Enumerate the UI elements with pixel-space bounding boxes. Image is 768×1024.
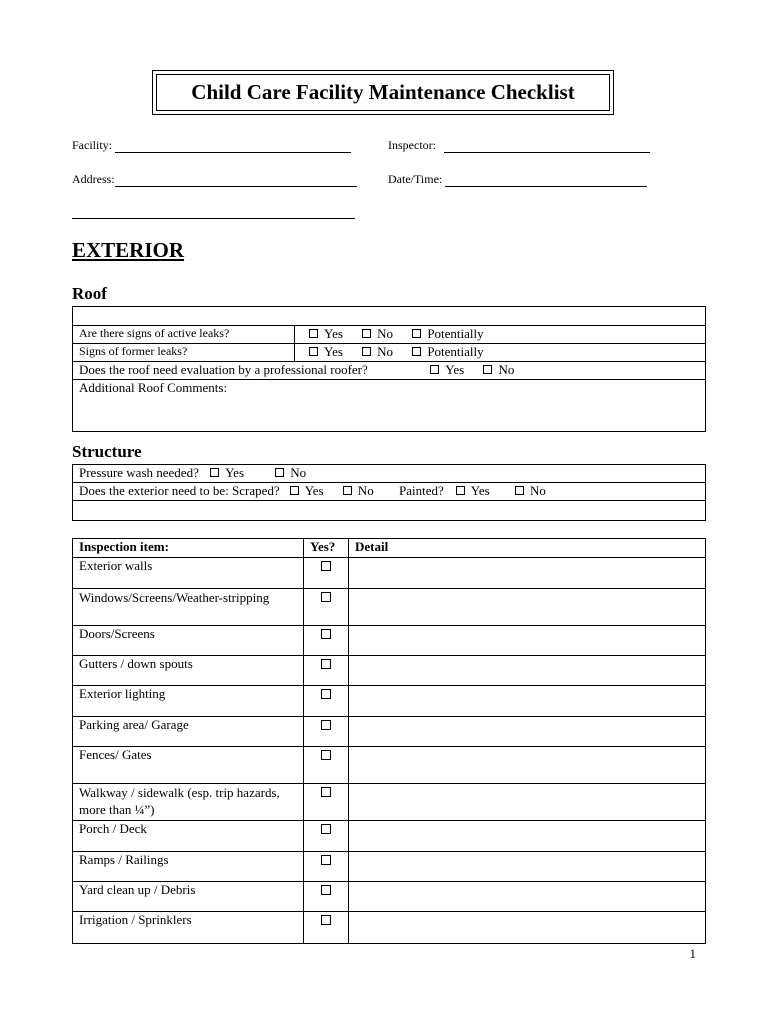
checkbox[interactable] xyxy=(321,855,331,865)
row-detail-cell[interactable] xyxy=(349,656,706,686)
checkbox[interactable] xyxy=(321,915,331,925)
row-item-label: Walkway / sidewalk (esp. trip hazards, more than ¼”) xyxy=(73,784,304,821)
row-detail-cell[interactable] xyxy=(349,686,706,717)
row-item-label: Porch / Deck xyxy=(73,821,304,852)
row-item-label: Yard clean up / Debris xyxy=(73,882,304,912)
checkbox[interactable] xyxy=(321,629,331,639)
roof-row-active-leaks xyxy=(73,326,706,344)
checkbox[interactable] xyxy=(483,365,492,374)
inspection-table xyxy=(72,538,706,944)
structure-heading: Structure xyxy=(72,442,142,461)
table-row xyxy=(73,589,706,626)
checkbox[interactable] xyxy=(412,329,421,338)
structure-row-pressure-wash xyxy=(73,465,706,483)
checkbox[interactable] xyxy=(321,787,331,797)
checkbox[interactable] xyxy=(321,824,331,834)
structure-q2-cell xyxy=(73,483,706,501)
table-row xyxy=(73,686,706,717)
checkbox[interactable] xyxy=(321,659,331,669)
datetime-label: Date/Time: xyxy=(388,172,443,186)
roof-q3-label: Does the roof need evaluation by a professional roofer? xyxy=(79,362,368,377)
inspector-label: Inspector: xyxy=(388,138,436,152)
structure-q1-cell xyxy=(73,465,706,483)
row-item-label: Exterior walls xyxy=(73,558,304,589)
structure-q1-label: Pressure wash needed? xyxy=(79,465,199,480)
row-detail-cell[interactable] xyxy=(349,589,706,626)
table-row xyxy=(73,852,706,882)
inspector-field[interactable] xyxy=(388,138,650,153)
roof-table xyxy=(72,306,706,432)
structure-blank-row xyxy=(73,501,706,521)
structure-table xyxy=(72,464,706,521)
table-row xyxy=(73,784,706,821)
option-label-potentially: Potentially xyxy=(427,326,484,341)
facility-field[interactable] xyxy=(72,138,351,153)
roof-comments-label: Additional Roof Comments: xyxy=(79,380,228,395)
table-row xyxy=(73,626,706,656)
row-detail-cell[interactable] xyxy=(349,882,706,912)
table-row xyxy=(73,821,706,852)
checkbox[interactable] xyxy=(309,329,318,338)
section-exterior-heading: EXTERIOR xyxy=(72,238,185,262)
option-label-no: No xyxy=(357,483,374,498)
option-label-yes: Yes xyxy=(225,465,245,480)
table-row xyxy=(73,747,706,784)
facility-label: Facility: xyxy=(72,138,112,152)
checkbox[interactable] xyxy=(290,486,299,495)
table-row xyxy=(73,558,706,589)
checkbox[interactable] xyxy=(321,561,331,571)
row-item-label: Doors/Screens xyxy=(73,626,304,656)
option-label-no: No xyxy=(377,326,394,341)
inspector-line[interactable] xyxy=(444,141,650,153)
row-item-label: Exterior lighting xyxy=(73,686,304,717)
checkbox[interactable] xyxy=(321,592,331,602)
row-item-label: Parking area/ Garage xyxy=(73,717,304,747)
table-row xyxy=(73,717,706,747)
checkbox[interactable] xyxy=(275,468,284,477)
option-label-yes: Yes xyxy=(324,326,343,341)
checkbox[interactable] xyxy=(309,347,318,356)
option-label-yes: Yes xyxy=(470,483,490,498)
checkbox[interactable] xyxy=(321,885,331,895)
roof-q2-options xyxy=(295,344,706,362)
structure-painted-label: Painted? xyxy=(399,483,444,498)
roof-blank-row xyxy=(73,307,706,326)
page-number: 1 xyxy=(689,946,696,961)
option-label-yes: Yes xyxy=(324,344,343,359)
checkbox[interactable] xyxy=(362,329,371,338)
table-row xyxy=(73,882,706,912)
address-line-2[interactable] xyxy=(72,218,355,219)
structure-row-scraped-painted xyxy=(73,483,706,501)
datetime-field[interactable] xyxy=(388,172,647,187)
row-detail-cell[interactable] xyxy=(349,912,706,944)
checkbox[interactable] xyxy=(430,365,439,374)
address-label: Address: xyxy=(72,172,115,186)
checkbox[interactable] xyxy=(362,347,371,356)
col-header-item: Inspection item: xyxy=(73,539,304,558)
col-header-yes: Yes? xyxy=(304,539,349,558)
option-label-no: No xyxy=(529,483,546,498)
checkbox[interactable] xyxy=(210,468,219,477)
inspection-header-row xyxy=(73,539,706,558)
row-item-label: Gutters / down spouts xyxy=(73,656,304,686)
checkbox[interactable] xyxy=(321,689,331,699)
row-item-label: Ramps / Railings xyxy=(73,852,304,882)
roof-q1-label: Are there signs of active leaks? xyxy=(73,326,295,344)
checkbox[interactable] xyxy=(515,486,524,495)
row-detail-cell[interactable] xyxy=(349,821,706,852)
roof-row-former-leaks xyxy=(73,344,706,362)
row-detail-cell[interactable] xyxy=(349,558,706,589)
option-label-no: No xyxy=(498,362,515,377)
checkbox[interactable] xyxy=(456,486,465,495)
option-label-no: No xyxy=(290,465,307,480)
datetime-line[interactable] xyxy=(445,175,647,187)
row-item-label: Irrigation / Sprinklers xyxy=(73,912,304,944)
checkbox[interactable] xyxy=(321,720,331,730)
option-label-potentially: Potentially xyxy=(427,344,484,359)
address-line[interactable] xyxy=(115,175,357,187)
roof-comments-cell[interactable] xyxy=(73,380,706,432)
table-row xyxy=(73,912,706,944)
facility-line[interactable] xyxy=(115,141,351,153)
page-title: Child Care Facility Maintenance Checklist xyxy=(156,74,610,111)
row-detail-cell[interactable] xyxy=(349,852,706,882)
option-label-no: No xyxy=(377,344,394,359)
row-item-label: Fences/ Gates xyxy=(73,747,304,784)
row-item-label: Windows/Screens/Weather-stripping xyxy=(73,589,304,626)
address-field[interactable] xyxy=(72,172,357,187)
row-detail-cell[interactable] xyxy=(349,626,706,656)
roof-heading: Roof xyxy=(72,284,107,303)
row-detail-cell[interactable] xyxy=(349,784,706,821)
roof-q1-options xyxy=(295,326,706,344)
row-detail-cell[interactable] xyxy=(349,747,706,784)
structure-q2-label: Does the exterior need to be: Scraped? xyxy=(79,483,280,498)
roof-row-professional xyxy=(73,362,706,380)
checkbox[interactable] xyxy=(412,347,421,356)
table-row xyxy=(73,656,706,686)
option-label-yes: Yes xyxy=(445,362,465,377)
col-header-detail: Detail xyxy=(349,539,706,558)
roof-q3-cell xyxy=(73,362,706,380)
checkbox[interactable] xyxy=(343,486,352,495)
option-label-yes: Yes xyxy=(304,483,324,498)
title-box xyxy=(152,70,614,115)
checkbox[interactable] xyxy=(321,750,331,760)
roof-q2-label: Signs of former leaks? xyxy=(73,344,295,362)
row-detail-cell[interactable] xyxy=(349,717,706,747)
